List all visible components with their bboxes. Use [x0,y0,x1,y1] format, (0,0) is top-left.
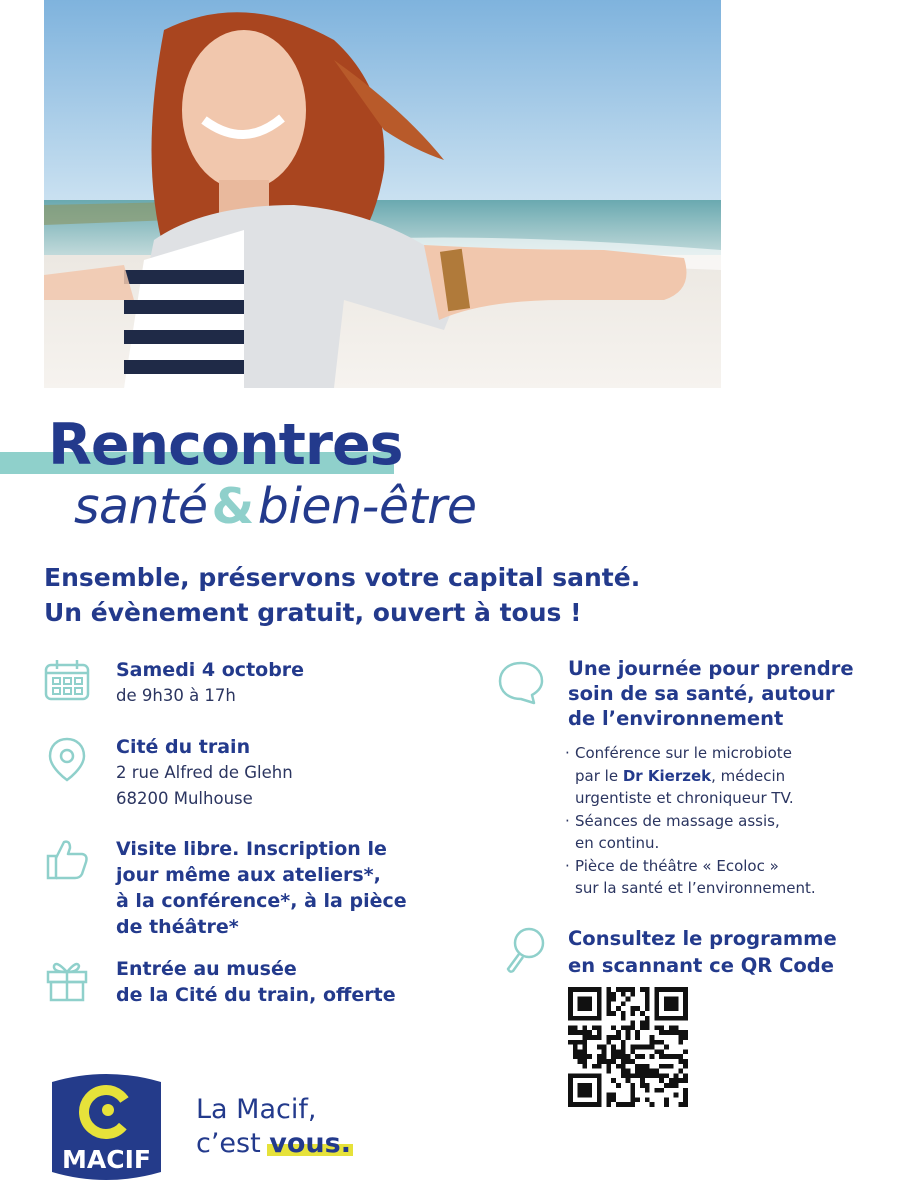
conference-line2 [575,767,785,785]
gift-icon [44,956,90,1002]
magnifier-icon [504,925,548,975]
calendar-icon [44,657,90,703]
qr-heading [568,925,888,979]
program-heading [568,656,888,731]
location-name: Cité du train [116,736,251,758]
conference-line3: urgentiste et chroniqueur TV. [575,789,794,807]
thumbs-up-icon [44,836,90,882]
logo-text: MACIF [62,1145,151,1174]
date-hours: de 9h30 à 17h [116,686,236,705]
visit-line1: Visite libre. Inscription le [116,838,387,860]
massage-line2: en continu. [575,834,660,852]
massage-line1: Séances de massage assis, [575,811,780,830]
program-heading-line2: soin de sa santé, autour [568,682,835,705]
macif-logo [44,1068,169,1186]
theatre-line2: sur la santé et l’environnement. [575,879,816,897]
location-block [44,734,464,814]
slogan-vous: vous. [269,1128,351,1159]
slogan-cest: c’est [196,1128,270,1159]
tagline [44,560,640,630]
hero-photo [44,0,721,388]
conference-role: , médecin [711,766,786,785]
program-heading-line3: de l’environnement [568,707,784,730]
location-pin-icon [44,736,90,782]
program-list [563,742,893,900]
subtitle-bien-etre: bien-être [257,478,477,535]
chat-bubble-icon [496,659,546,707]
tagline-line1: Ensemble, préservons votre capital santé. [44,563,641,592]
program-item-massage [563,810,893,855]
museum-block [44,956,464,1012]
theatre-line1: Pièce de théâtre « Ecoloc » [575,856,779,875]
visit-line3: à la conférence*, à la pièce [116,890,407,912]
subtitle-sante: santé [74,478,208,535]
speaker-name: Dr Kierzek [622,766,712,785]
location-city: 68200 Mulhouse [116,789,253,808]
museum-line1: Entrée au musée [116,958,297,980]
location-street: 2 rue Alfred de Glehn [116,763,293,782]
subtitle-ampersand: & [211,478,254,535]
qr-code[interactable] [568,987,688,1107]
tagline-line2: Un évènement gratuit, ouvert à tous ! [44,598,582,627]
qr-heading-line1: Consultez le programme [568,927,837,950]
page-title: Rencontres [48,412,403,478]
conference-line1: Conférence sur le microbiote [575,744,792,762]
museum-line2: de la Cité du train, offerte [116,984,396,1006]
program-item-theatre [563,855,893,900]
visit-line2: jour même aux ateliers*, [116,864,381,886]
program-heading-line1: Une journée pour prendre [568,657,854,680]
slogan-line1: La Macif, [196,1094,317,1125]
date-block [44,657,464,717]
qr-heading-line2: en scannant ce QR Code [568,954,834,977]
brand-slogan [196,1093,351,1161]
program-item-conference [563,742,893,810]
visit-block [44,836,464,946]
page-subtitle [74,478,476,535]
date-title: Samedi 4 octobre [116,659,305,681]
slogan-line2 [196,1127,351,1161]
conference-by: par le [575,766,623,785]
visit-line4: de théâtre* [116,916,239,938]
